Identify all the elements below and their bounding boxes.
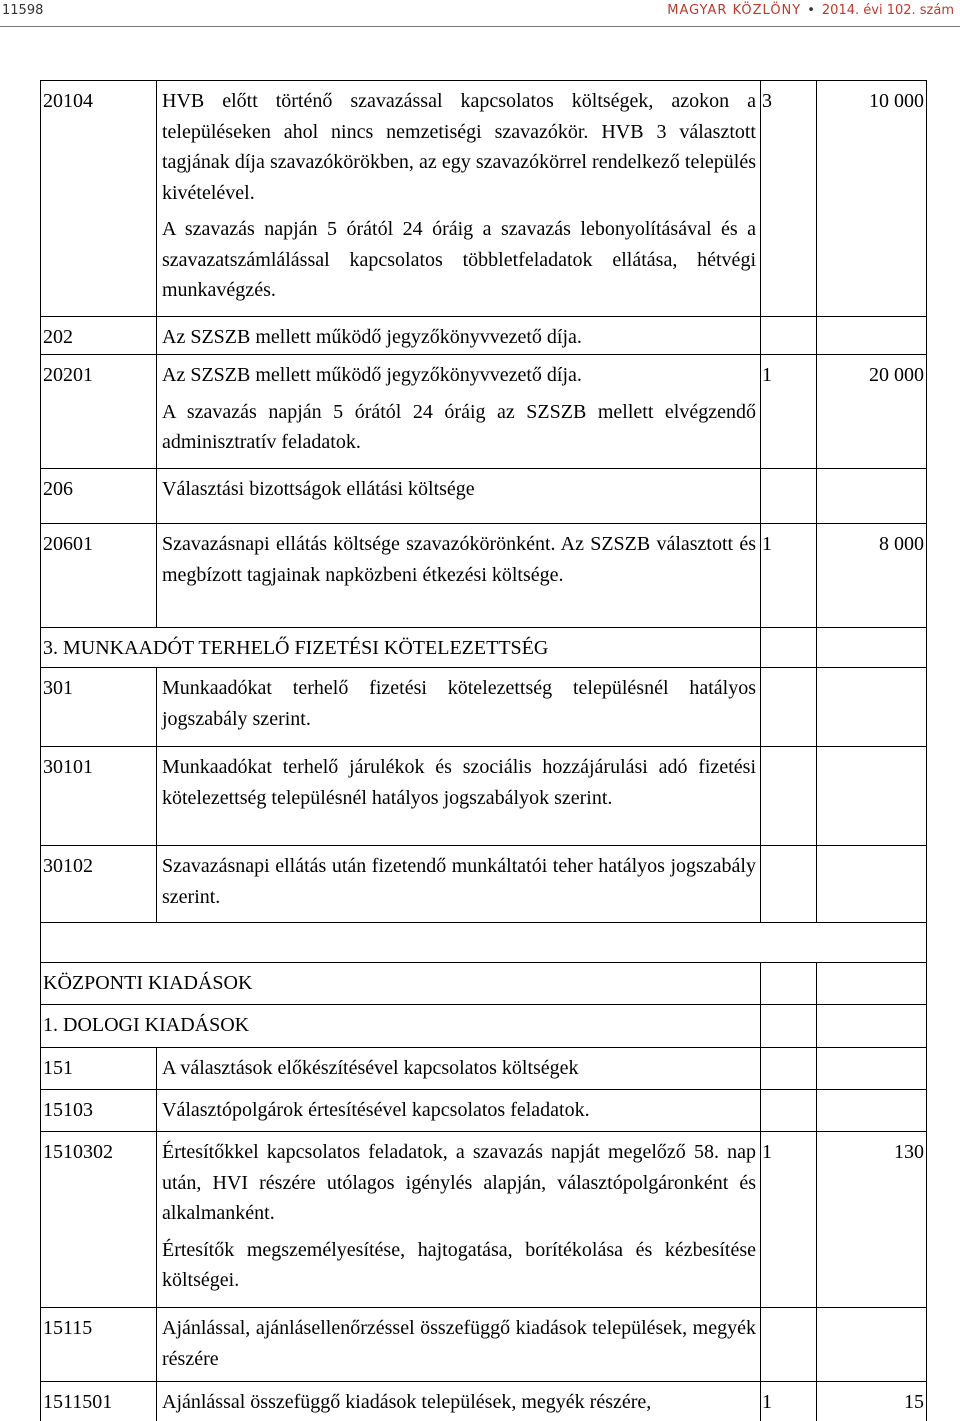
col-border: [760, 1131, 761, 1307]
item-description: [162, 752, 756, 813]
col-border: [156, 523, 157, 627]
col-border: [156, 845, 157, 922]
description-paragraph: Ajánlással összefüggő kiadások települések, megyék részére,: [162, 1391, 652, 1413]
col-border: [816, 667, 817, 746]
row-border: [40, 922, 926, 923]
col-border: [156, 746, 157, 845]
item-quantity: 1: [762, 1141, 772, 1163]
col-border: [760, 1047, 761, 1089]
item-code: 20601: [43, 533, 93, 555]
table-right-border: [926, 922, 927, 962]
row-border: [40, 1004, 926, 1005]
item-amount: 15: [904, 1391, 924, 1413]
col-border: [760, 845, 761, 922]
item-code: 20104: [43, 90, 93, 112]
table-left-border: [40, 922, 41, 962]
row-border: [40, 746, 926, 747]
col-border: [156, 1047, 157, 1089]
row-border: [40, 962, 926, 963]
col-border: [816, 746, 817, 845]
description-paragraph: Az SZSZB mellett működő jegyzőkönyvvezető díja.: [162, 364, 582, 386]
row-border: [40, 1131, 926, 1132]
description-paragraph: Munkaadókat terhelő fizetési kötelezettség településnél hatályos jogszabály szerint.: [162, 677, 756, 730]
col-border: [760, 1004, 761, 1047]
item-quantity: 1: [762, 364, 772, 386]
table-left-border: [40, 80, 41, 922]
row-border: [40, 354, 926, 355]
item-description: [162, 673, 756, 734]
col-border: [760, 667, 761, 746]
row-border: [40, 316, 926, 317]
item-amount: 8 000: [879, 533, 924, 555]
col-border: [760, 523, 761, 627]
col-border: [156, 354, 157, 468]
col-border: [156, 1381, 157, 1421]
description-paragraph: A szavazás napján 5 órától 24 óráig a szavazás lebonyolításával és a szavazatszámlálással kapcsolatos többletfeladatok ellátása, hétvégi munkavégzés.: [162, 218, 756, 301]
item-description: [162, 1387, 756, 1418]
item-code: 30101: [43, 756, 93, 778]
item-code: 20201: [43, 364, 93, 386]
item-code: 1510302: [43, 1141, 113, 1163]
issue-number: 2014. évi 102. szám: [821, 3, 954, 18]
publication-title: MAGYAR KÖZLÖNY: [667, 3, 802, 18]
col-border: [760, 316, 761, 354]
col-border: [760, 1381, 761, 1421]
row-border: [40, 845, 926, 846]
section-heading: 3. MUNKAADÓT TERHELŐ FIZETÉSI KÖTELEZETTSÉG: [43, 637, 549, 659]
item-description: [162, 322, 756, 353]
col-border: [760, 354, 761, 468]
row-border: [40, 627, 926, 628]
item-code: 151: [43, 1057, 73, 1079]
item-description: [162, 529, 756, 590]
description-paragraph: Választópolgárok értesítésével kapcsolatos feladatok.: [162, 1099, 590, 1121]
section-heading: 1. DOLOGI KIADÁSOK: [43, 1014, 250, 1036]
col-border: [760, 468, 761, 523]
item-description: [162, 1095, 756, 1126]
col-border: [156, 1307, 157, 1381]
row-border: [40, 1381, 926, 1382]
item-description: [162, 851, 756, 912]
row-border: [40, 1307, 926, 1308]
description-paragraph: A szavazás napján 5 órától 24 óráig az SZSZB mellett elvégzendő adminisztratív feladatok.: [162, 400, 756, 453]
row-border: [40, 1089, 926, 1090]
col-border: [760, 627, 761, 667]
table-left-border: [40, 962, 41, 1421]
col-border: [816, 468, 817, 523]
col-border: [816, 80, 817, 316]
description-paragraph: Szavazásnapi ellátás után fizetendő munkáltatói teher hatályos jogszabály szerint.: [162, 855, 756, 908]
row-border: [40, 468, 926, 469]
col-border: [760, 1307, 761, 1381]
table-right-border: [926, 962, 927, 1421]
description-paragraph: Az SZSZB mellett működő jegyzőkönyvvezető díja.: [162, 326, 582, 348]
item-quantity: 1: [762, 1391, 772, 1413]
col-border: [760, 80, 761, 316]
col-border: [816, 627, 817, 667]
col-border: [816, 354, 817, 468]
section-heading: KÖZPONTI KIADÁSOK: [43, 972, 253, 994]
item-code: 301: [43, 677, 73, 699]
col-border: [816, 845, 817, 922]
description-paragraph: HVB előtt történő szavazással kapcsolatos költségek, azokon a településeken ahol nincs nemzetiségi szavazókör. HVB 3 választott tagjának díja szavazókörökben, az egy szavazókörrel rendelkező település kivételével.: [162, 90, 756, 204]
item-quantity: 1: [762, 533, 772, 555]
col-border: [156, 468, 157, 523]
col-border: [816, 962, 817, 1004]
col-border: [156, 1131, 157, 1307]
item-amount: 130: [894, 1141, 924, 1163]
description-paragraph: A választások előkészítésével kapcsolatos költségek: [162, 1057, 579, 1079]
col-border: [816, 1307, 817, 1381]
item-description: [162, 1137, 756, 1296]
description-paragraph: Szavazásnapi ellátás költsége szavazókörönként. Az SZSZB választott és megbízott tagjainak napközbeni étkezési költsége.: [162, 533, 756, 586]
description-paragraph: Választási bizottságok ellátási költsége: [162, 478, 475, 500]
col-border: [816, 1004, 817, 1047]
item-quantity: 3: [762, 90, 772, 112]
col-border: [156, 316, 157, 354]
item-code: 206: [43, 478, 73, 500]
item-code: 202: [43, 326, 73, 348]
col-border: [816, 316, 817, 354]
col-border: [760, 746, 761, 845]
row-border: [40, 80, 926, 81]
item-description: [162, 360, 756, 458]
col-border: [760, 1089, 761, 1131]
col-border: [816, 1047, 817, 1089]
col-border: [156, 667, 157, 746]
item-amount: 10 000: [869, 90, 924, 112]
table-right-border: [926, 80, 927, 922]
item-description: [162, 1313, 756, 1374]
col-border: [760, 962, 761, 1004]
description-paragraph: Munkaadókat terhelő járulékok és szociális hozzájárulási adó fizetési kötelezettség településnél hatályos jogszabályok szerint.: [162, 756, 756, 809]
item-code: 15103: [43, 1099, 93, 1121]
col-border: [816, 1089, 817, 1131]
item-code: 1511501: [43, 1391, 113, 1413]
item-description: [162, 86, 756, 306]
col-border: [156, 80, 157, 316]
row-border: [40, 667, 926, 668]
item-code: 15115: [43, 1317, 93, 1339]
item-amount: 20 000: [869, 364, 924, 386]
col-border: [816, 523, 817, 627]
col-border: [816, 1131, 817, 1307]
row-border: [40, 523, 926, 524]
item-description: [162, 1053, 756, 1084]
page-number: 11598: [2, 3, 44, 18]
description-paragraph: Ajánlással, ajánlásellenőrzéssel összefüggő kiadások települések, megyék részére: [162, 1317, 756, 1370]
separator-dot: •: [807, 3, 816, 18]
description-paragraph: Értesítők megszemélyesítése, hajtogatása, borítékolása és kézbesítése költségei.: [162, 1238, 756, 1291]
col-border: [156, 1089, 157, 1131]
description-paragraph: Értesítőkkel kapcsolatos feladatok, a szavazás napját megelőző 58. nap után, HVI részére utólagos igénylés alapján, választópolgáronként és alkalmanként.: [162, 1141, 756, 1224]
item-description: [162, 474, 756, 505]
item-code: 30102: [43, 855, 93, 877]
col-border: [816, 1381, 817, 1421]
row-border: [40, 1047, 926, 1048]
